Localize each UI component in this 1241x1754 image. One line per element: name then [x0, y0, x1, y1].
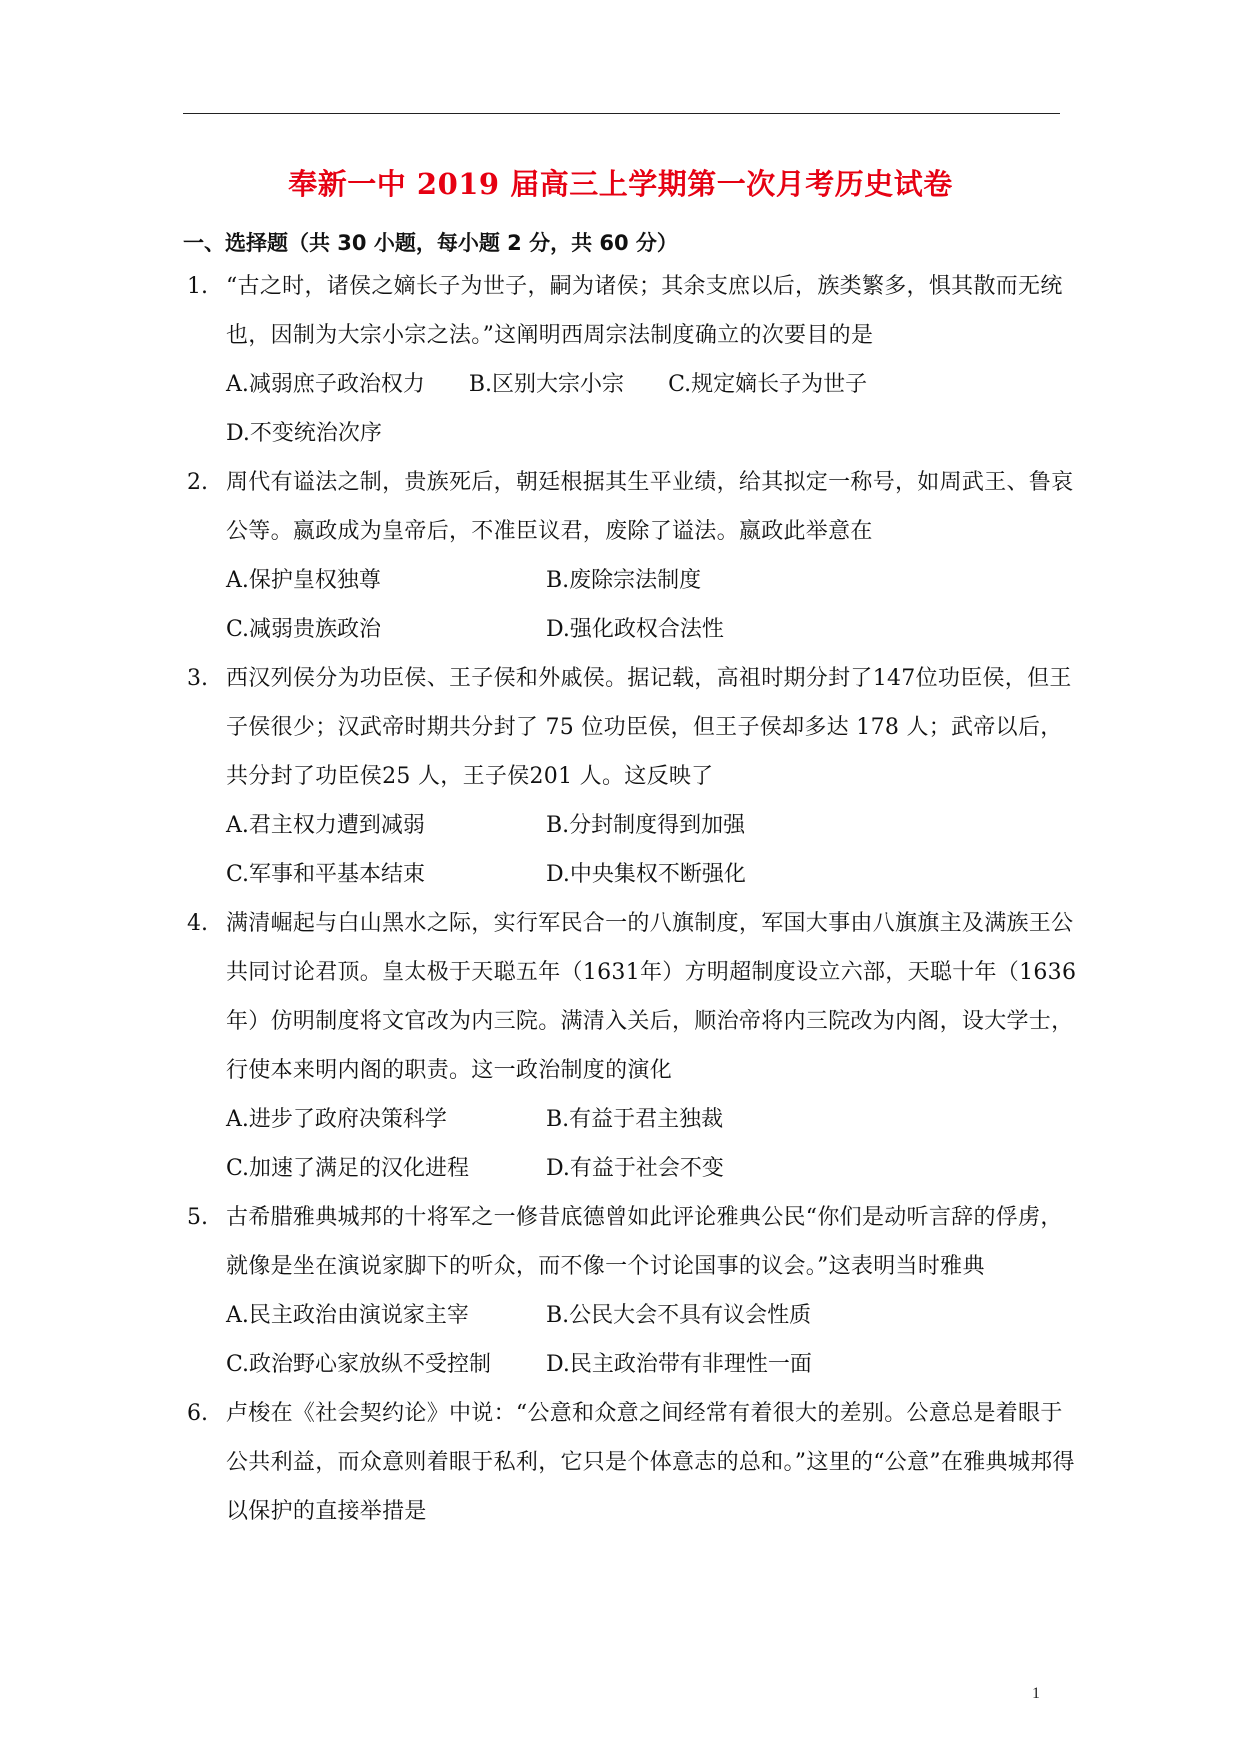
options	[226, 360, 1082, 458]
section-heading: 一、选择题（共 30 小题，每小题 2 分，共 60 分）	[183, 231, 678, 255]
options-row-2	[226, 1144, 1083, 1193]
option-b: B.废除宗法制度	[546, 568, 702, 593]
option-d: D.中央集权不断强化	[546, 862, 746, 887]
options-row-1	[226, 801, 1083, 850]
option-d: D.强化政权合法性	[546, 617, 724, 642]
options-row-2	[226, 1340, 1083, 1389]
option-c: C.加速了满足的汉化进程	[226, 1156, 470, 1181]
question-number: 4.	[187, 911, 208, 936]
option-c: C.政治野心家放纵不受控制	[226, 1352, 492, 1377]
options-row-2	[226, 850, 1083, 899]
option-c: C.减弱贵族政治	[226, 617, 382, 642]
option-c: C.规定嫡长子为世子	[668, 372, 868, 397]
question-stem: 卢梭在《社会契约论》中说：“公意和众意之间经常有着很大的差别。公意总是着眼于公共利益，而众意则着眼于私利，它只是个体意志的总和。”这里的“公意”在雅典城邦得以保护的直接举措是	[226, 1401, 1075, 1524]
question-stem: “古之时，诸侯之嫡长子为世子，嗣为诸侯；其余支庶以后，族类繁多，惧其散而无统也，因制为大宗小宗之法。”这阐明西周宗法制度确立的次要目的是	[226, 274, 1063, 348]
question-number: 6.	[187, 1401, 208, 1426]
header-rule	[183, 113, 1060, 114]
options-row-1	[226, 1095, 1083, 1144]
question-1	[183, 262, 1083, 458]
option-b: B.区别大宗小宗	[468, 372, 625, 397]
option-a: A.进步了政府决策科学	[226, 1107, 447, 1132]
option-b: B.公民大会不具有议会性质	[546, 1303, 812, 1328]
option-a: A.保护皇权独尊	[226, 568, 381, 593]
question-number: 5.	[187, 1205, 208, 1230]
question-number: 2.	[187, 470, 208, 495]
options-row-2	[226, 605, 1083, 654]
option-d: D.民主政治带有非理性一面	[546, 1352, 812, 1377]
option-b: B.分封制度得到加强	[546, 813, 746, 838]
question-3	[183, 654, 1083, 899]
question-6	[183, 1389, 1083, 1536]
question-number: 1.	[187, 274, 208, 299]
exam-title: 奉新一中 2019 届高三上学期第一次月考历史试卷	[288, 167, 953, 201]
question-4	[183, 899, 1083, 1193]
option-d: D.不变统治次序	[226, 421, 382, 446]
question-list	[183, 262, 1083, 1536]
question-stem: 周代有谥法之制，贵族死后，朝廷根据其生平业绩，给其拟定一称号，如周武王、鲁哀公等。嬴政成为皇帝后，不准臣议君，废除了谥法。嬴政此举意在	[226, 470, 1074, 544]
option-a: A.减弱庶子政治权力	[226, 372, 425, 397]
question-5	[183, 1193, 1083, 1389]
option-a: A.民主政治由演说家主宰	[226, 1303, 469, 1328]
page-number: 1	[1032, 1685, 1040, 1702]
question-stem: 满清崛起与白山黑水之际，实行军民合一的八旗制度，军国大事由八旗旗主及满族王公共同讨论君顶。皇太极于天聪五年（1631年）方明超制度设立六部，天聪十年（1636年）仿明制度将文官改为内三院。满清入关后，顺治帝将内三院改为内阁，设大学士，行使本来明内阁的职责。这一政治制度的演化	[226, 911, 1077, 1083]
question-stem: 西汉列侯分为功臣侯、王子侯和外戚侯。据记载，高祖时期分封了147位功臣侯，但王子侯很少；汉武帝时期共分封了 75 位功臣侯，但王子侯却多达 178 人；武帝以后，共分封了功臣侯25 人，王子侯201 人。这反映了	[226, 666, 1072, 789]
options-row-1	[226, 556, 1083, 605]
option-d: D.有益于社会不变	[546, 1156, 724, 1181]
question-2	[183, 458, 1083, 654]
option-c: C.军事和平基本结束	[226, 862, 426, 887]
question-stem: 古希腊雅典城邦的十将军之一修昔底德曾如此评论雅典公民“你们是动听言辞的俘虏，就像是坐在演说家脚下的听众，而不像一个讨论国事的议会。”这表明当时雅典	[226, 1205, 1063, 1279]
option-b: B.有益于君主独裁	[546, 1107, 724, 1132]
option-a: A.君主权力遭到减弱	[226, 813, 425, 838]
question-number: 3.	[187, 666, 208, 691]
options-row-1	[226, 1291, 1083, 1340]
